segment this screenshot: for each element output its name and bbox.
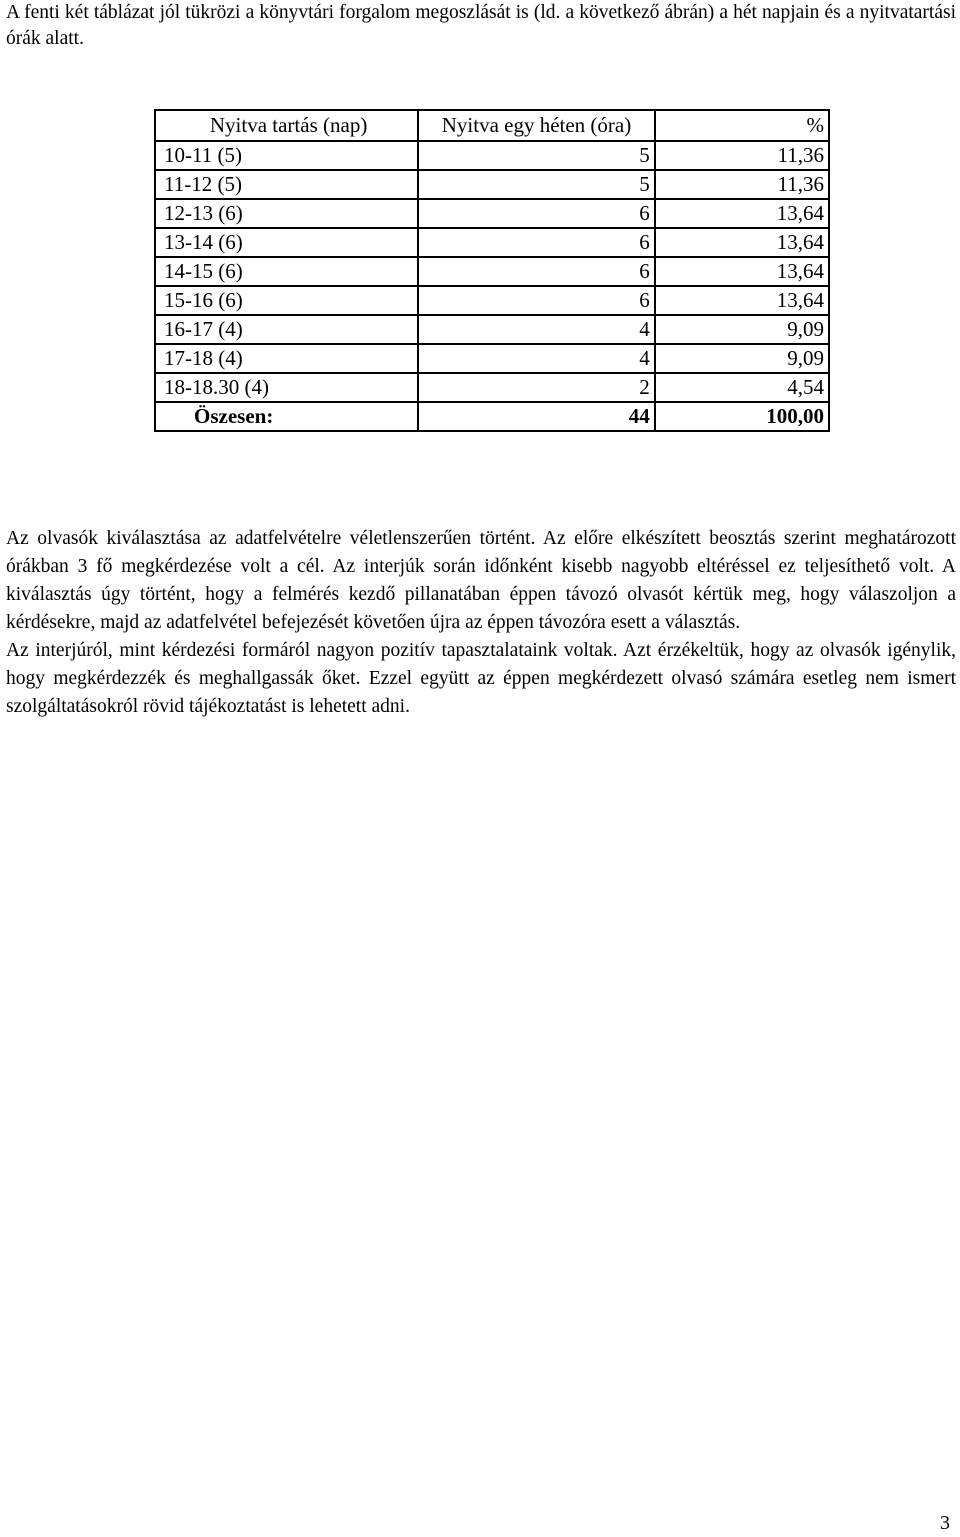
cell-percent: 11,36 (655, 141, 829, 170)
cell-hours: 6 (418, 286, 655, 315)
cell-total-hours: 44 (418, 402, 655, 431)
paragraph-interview-experience: Az interjúról, mint kérdezési formáról nagyon pozitív tapasztalataink voltak. Azt érzékeltük, hogy az olvasók igénylik, hogy megkérdezzék és meghallgassák őket. Ezzel együtt az éppen megkérdezett olvasó számára esetleg nem ismert szolgáltatásokról rövid tájékoztatást is lehetett adni. (6, 640, 956, 717)
header-weekly-hours-text: Nyitva egy héten (óra) (441, 113, 632, 137)
cell-opening: 18-18.30 (4) (155, 373, 418, 402)
cell-percent: 9,09 (655, 315, 829, 344)
table-row (155, 373, 829, 402)
cell-opening: 13-14 (6) (155, 228, 418, 257)
table-row (155, 257, 829, 286)
table-row (155, 344, 829, 373)
cell-percent: 9,09 (655, 344, 829, 373)
cell-total-label: Öszesen: (155, 402, 418, 431)
cell-hours: 4 (418, 315, 655, 344)
cell-percent: 4,54 (655, 373, 829, 402)
table-row (155, 199, 829, 228)
table-header-row (155, 110, 829, 141)
cell-opening: 14-15 (6) (155, 257, 418, 286)
table-row (155, 170, 829, 199)
table-row (155, 228, 829, 257)
intro-paragraph: A fenti két táblázat jól tükrözi a könyvtári forgalom megoszlását is (ld. a következő ábrán) a hét napjain és a nyitvatartási órák alatt. (6, 2, 956, 49)
cell-opening: 16-17 (4) (155, 315, 418, 344)
body-text (6, 525, 956, 721)
cell-opening: 15-16 (6) (155, 286, 418, 315)
page-number: 3 (940, 1512, 950, 1534)
cell-hours: 6 (418, 228, 655, 257)
paragraph-selection-method: Az olvasók kiválasztása az adatfelvételre véletlenszerűen történt. Az előre elkészített beosztás szerint meghatározott órákban 3 fő megkérdezése volt a cél. Az interjúk során időnként kisebb nagyobb eltéréssel ez teljesíthető volt. A kiválasztás úgy történt, hogy a felmérés kezdő pillanatában éppen távozó olvasót kértük meg, hogy válaszoljon a kérdésekre, majd az adatfelvétel befejezését követően újra az éppen távozóra esett a választás. (6, 528, 956, 633)
cell-percent: 13,64 (655, 228, 829, 257)
header-opening-days: Nyitva tartás (nap) (155, 110, 418, 141)
cell-hours: 6 (418, 257, 655, 286)
table-row (155, 315, 829, 344)
opening-hours-table (154, 109, 830, 432)
cell-percent: 11,36 (655, 170, 829, 199)
cell-opening: 17-18 (4) (155, 344, 418, 373)
cell-hours: 4 (418, 344, 655, 373)
cell-hours: 5 (418, 141, 655, 170)
cell-opening: 10-11 (5) (155, 141, 418, 170)
cell-percent: 13,64 (655, 199, 829, 228)
cell-hours: 6 (418, 199, 655, 228)
header-weekly-hours (418, 110, 655, 141)
cell-total-percent: 100,00 (655, 402, 829, 431)
cell-hours: 5 (418, 170, 655, 199)
table-row (155, 141, 829, 170)
cell-opening: 11-12 (5) (155, 170, 418, 199)
cell-hours: 2 (418, 373, 655, 402)
cell-percent: 13,64 (655, 286, 829, 315)
cell-opening: 12-13 (6) (155, 199, 418, 228)
cell-percent: 13,64 (655, 257, 829, 286)
header-percent: % (655, 110, 829, 141)
table-total-row (155, 402, 829, 431)
table-row (155, 286, 829, 315)
